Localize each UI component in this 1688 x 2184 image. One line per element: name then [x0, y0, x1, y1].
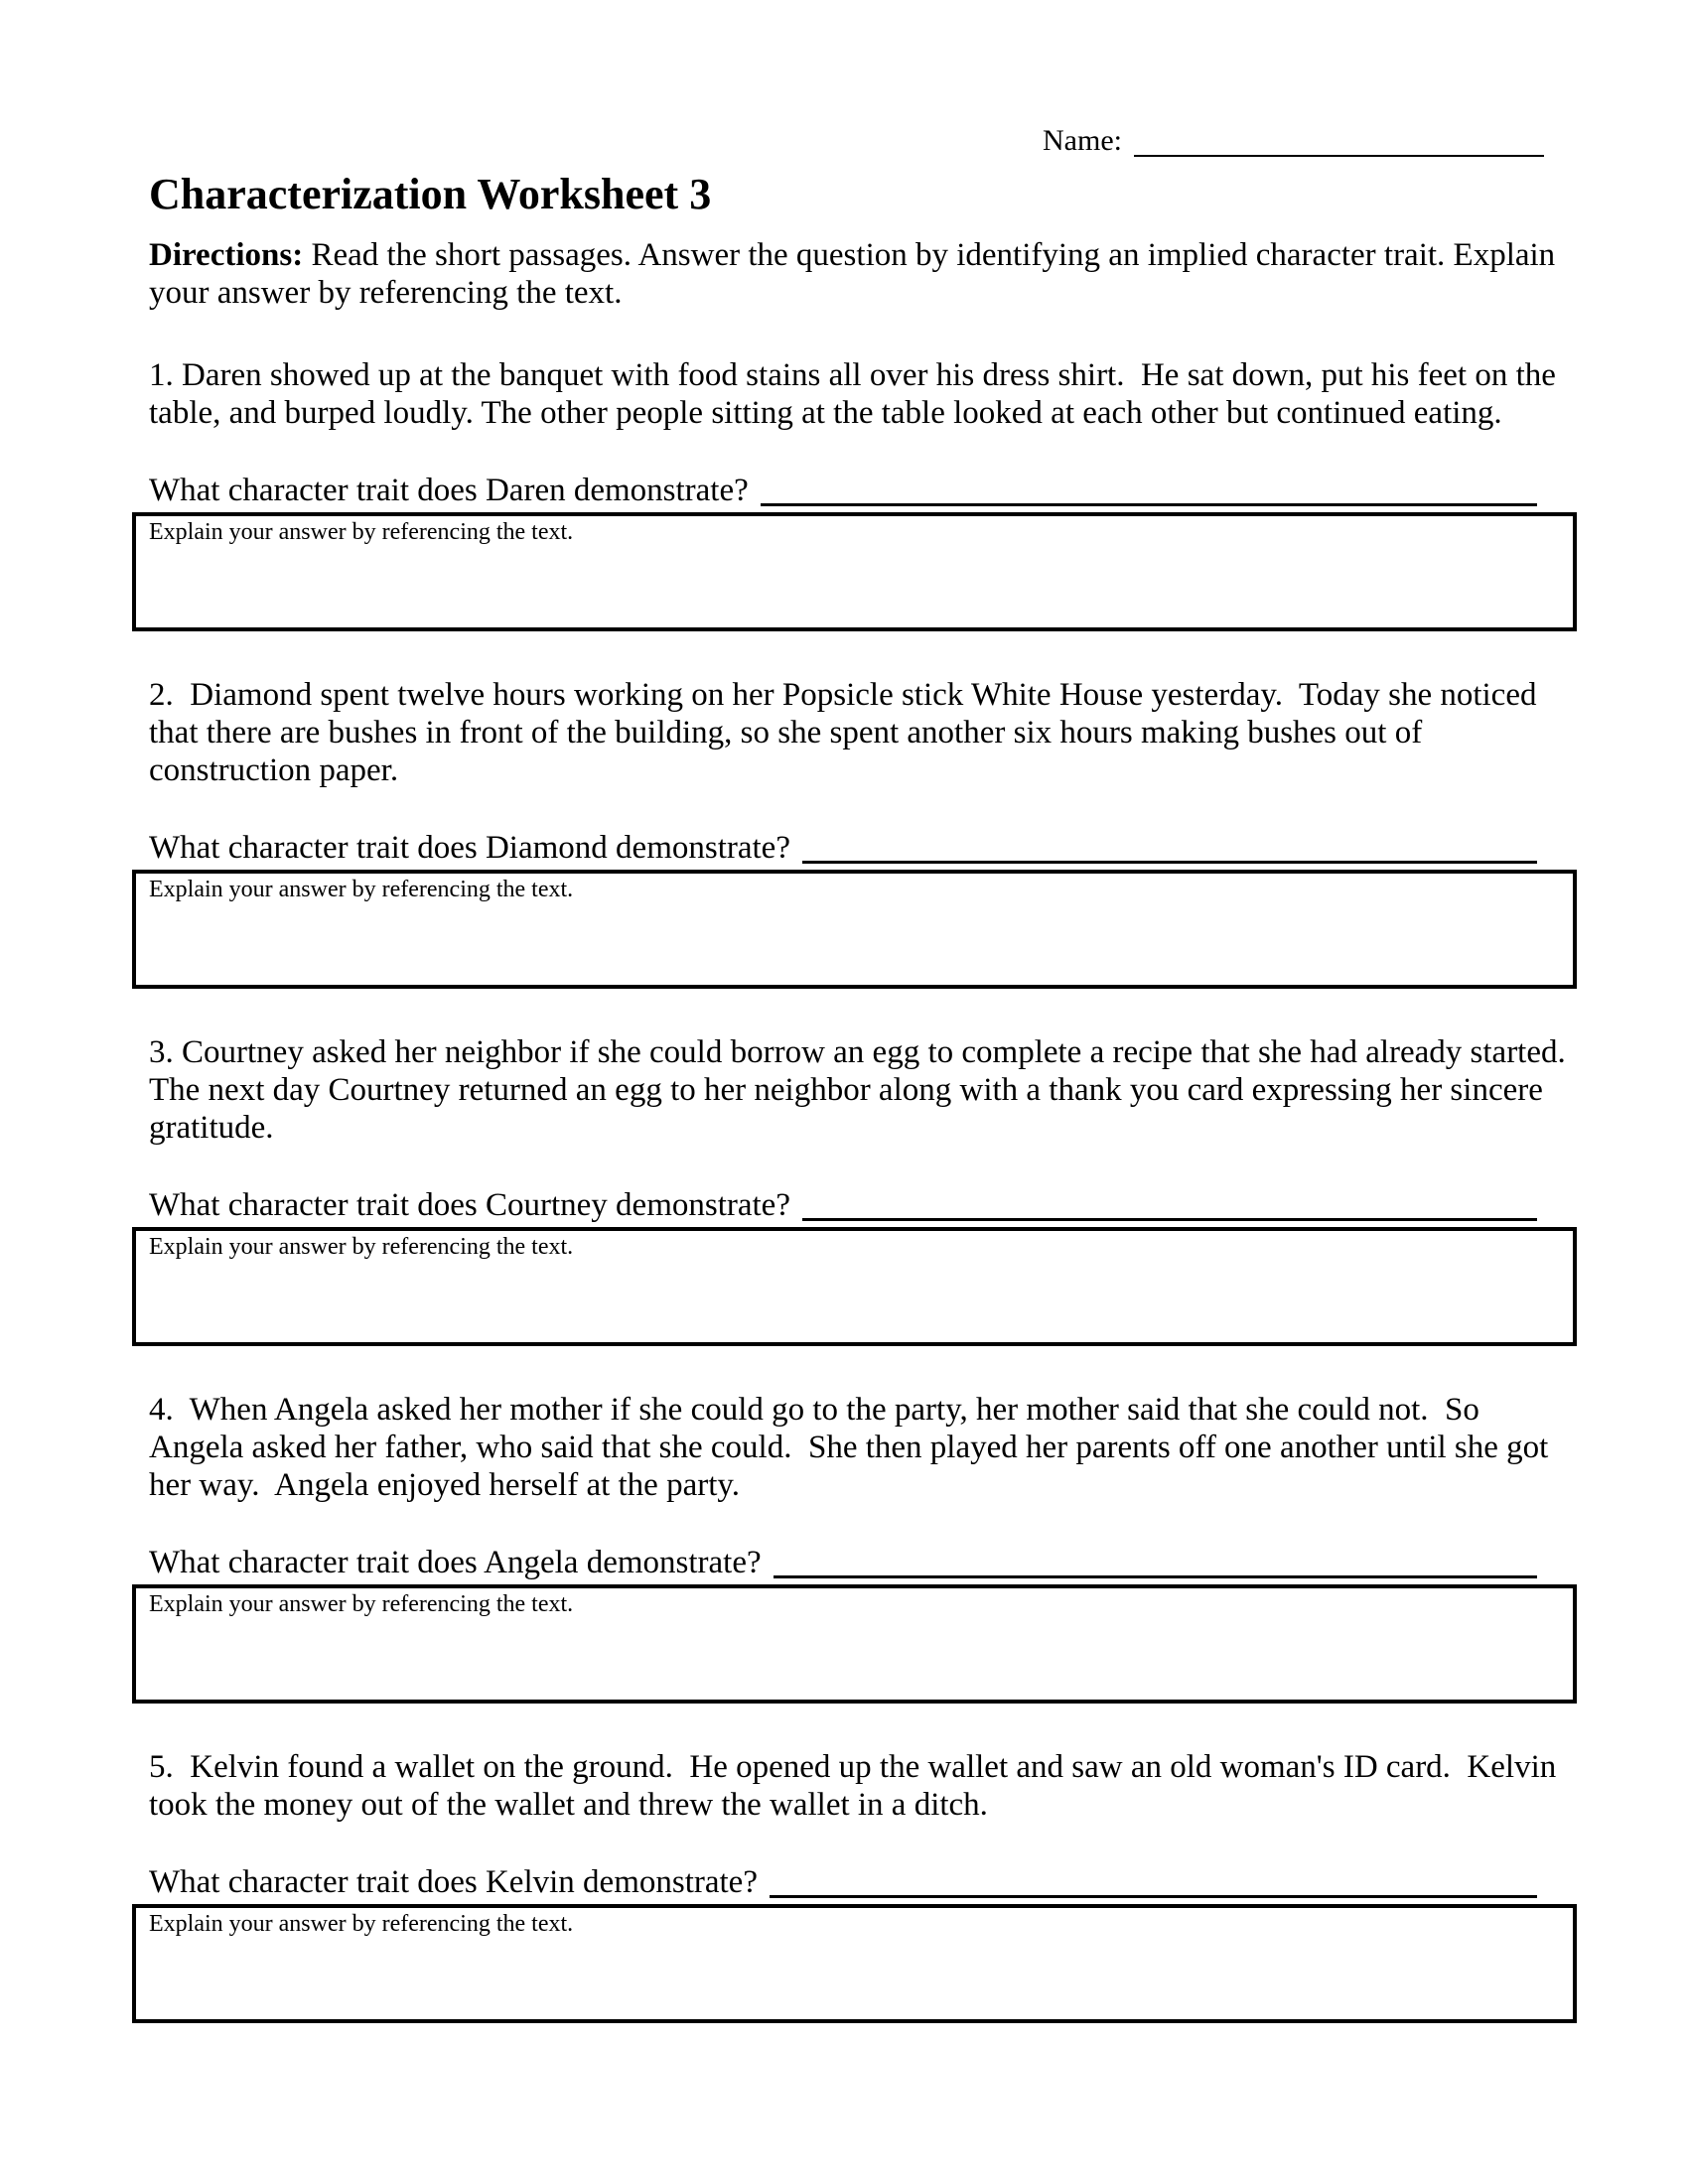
- passage-text-1: 1. Daren showed up at the banquet with food stains all over his dress shirt. He sat down, put his feet on the table, and burped loudly. The other people sitting at the table looked at each other but continued eating.: [149, 357, 1565, 431]
- question-label-3: What character trait does Courtney demonstrate?: [149, 1187, 790, 1223]
- explanation-box-label-4: Explain your answer by referencing the text.: [149, 1591, 574, 1617]
- explanation-box-label-1: Explain your answer by referencing the text.: [149, 519, 574, 545]
- trait-answer-line-5[interactable]: [770, 1863, 1537, 1898]
- name-row: [1043, 121, 1544, 161]
- qa-block-2: [149, 676, 1567, 989]
- explanation-box-5[interactable]: [132, 1904, 1577, 2023]
- trait-answer-line-4[interactable]: [774, 1544, 1537, 1578]
- qa-block-5: [149, 1748, 1567, 2023]
- passage-text-2: 2. Diamond spent twelve hours working on her Popsicle stick White House yesterday. Today she noticed that there are bushes in front of the building, so she spent another six hours making bushes out of construction paper.: [149, 677, 1545, 788]
- question-label-4: What character trait does Angela demonstrate?: [149, 1545, 762, 1580]
- question-row-3: [149, 1186, 1567, 1224]
- qa-block-4: [149, 1391, 1567, 1704]
- passage-text-4: 4. When Angela asked her mother if she could go to the party, her mother said that she could not. So Angela asked her father, who said that she could. She then played her parents off one another until she got her way. Angela enjoyed herself at the party.: [149, 1392, 1557, 1503]
- page-title: Characterization Worksheet 3: [149, 170, 712, 218]
- trait-answer-line-2[interactable]: [802, 829, 1537, 864]
- question-label-2: What character trait does Diamond demonstrate?: [149, 830, 790, 866]
- directions-text: Read the short passages. Answer the question by identifying an implied character trait. Explain your answer by referencing the text.: [149, 237, 1556, 311]
- explanation-box-2[interactable]: [132, 870, 1577, 989]
- passage-text-5: 5. Kelvin found a wallet on the ground. He opened up the wallet and saw an old woman's ID card. Kelvin took the money out of the wallet and threw the wallet in a ditch.: [149, 1749, 1565, 1823]
- explanation-box-label-2: Explain your answer by referencing the text.: [149, 877, 574, 902]
- directions: [149, 236, 1567, 312]
- name-input-line[interactable]: [1134, 121, 1544, 157]
- question-row-2: [149, 829, 1567, 867]
- question-row-1: [149, 472, 1567, 509]
- explanation-box-label-5: Explain your answer by referencing the text.: [149, 1911, 574, 1937]
- question-row-5: [149, 1863, 1567, 1901]
- explanation-box-3[interactable]: [132, 1227, 1577, 1346]
- directions-label: Directions:: [149, 237, 304, 273]
- qa-block-3: [149, 1033, 1582, 1346]
- explanation-box-4[interactable]: [132, 1584, 1577, 1704]
- trait-answer-line-1[interactable]: [761, 472, 1537, 506]
- trait-answer-line-3[interactable]: [802, 1186, 1537, 1221]
- question-label-5: What character trait does Kelvin demonstrate?: [149, 1864, 758, 1900]
- name-label: Name:: [1043, 124, 1122, 157]
- worksheet-content: [149, 121, 1582, 2023]
- passage-text-3: 3. Courtney asked her neighbor if she could borrow an egg to complete a recipe that she had already started. The next day Courtney returned an egg to her neighbor along with a thank you card expressing her sincere gratitude.: [149, 1034, 1582, 1146]
- question-row-4: [149, 1544, 1567, 1581]
- question-label-1: What character trait does Daren demonstrate?: [149, 473, 749, 508]
- qa-block-1: [149, 356, 1567, 631]
- explanation-box-1[interactable]: [132, 512, 1577, 631]
- explanation-box-label-3: Explain your answer by referencing the text.: [149, 1234, 574, 1260]
